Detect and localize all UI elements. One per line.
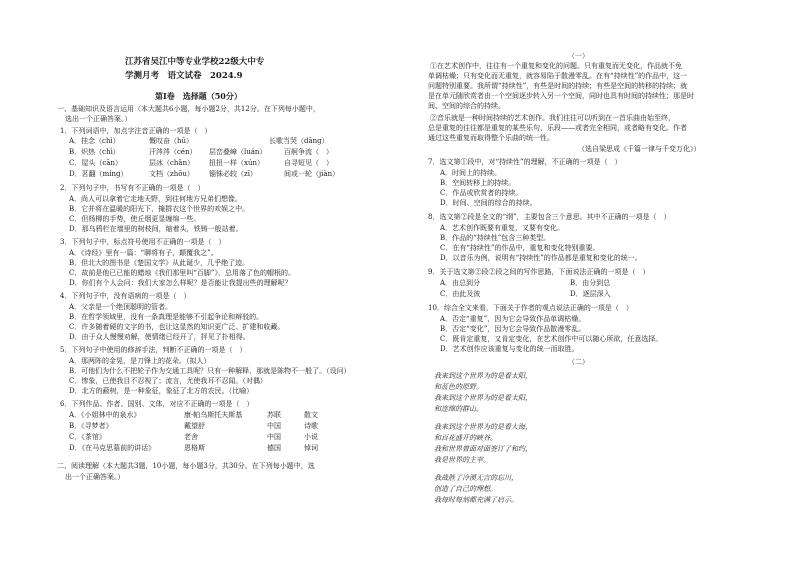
part-2-marker: （二） xyxy=(568,358,589,366)
q8-option: D．以音乐为例，说明有“持续性”的作品都是重复和变化的统一。 xyxy=(440,254,642,262)
poem-line: 和连绵的群山。 xyxy=(434,405,483,413)
q4-option: C．许多随着硬的文字的书，也让这显然的知识更广泛、扩建和收藏。 xyxy=(69,323,285,331)
question-8: 8．选文第②段是全文的“纲”，主要包含三个意思。其中不正确的一项是（ ） xyxy=(428,213,671,221)
q10-option: C．既肯定重复，又肯定变化，在艺术创作中可以随心所欲，任意选择。 xyxy=(440,335,663,343)
poem-line: 和百花盛开的峡谷。 xyxy=(434,434,497,442)
exam-header-title: 学测月考 语文试卷 2024.9 xyxy=(125,71,243,81)
q10-option: A．否定“重复”，因为它会导致作品单调枯燥。 xyxy=(440,315,586,323)
part-1-marker: （一） xyxy=(568,52,589,60)
q5-option: C．惨象，已使我目不忍视了；流言，尤使我耳不忍闻。（对偶） xyxy=(69,377,267,385)
poem-line: 我来到这个世界为的是看太阳， xyxy=(434,372,532,380)
q2-option: D．那乌鸦栏在墙里的树枝间，缩着头，铁铸一般站着。 xyxy=(69,225,243,233)
q7-option: A．时间上的持续。 xyxy=(440,169,502,177)
q5-option: D．北方的蔽树，是一种象征，象征了北方的农民。（比喻） xyxy=(69,387,254,395)
question-5: 5．下列句子中使用的修辞手法，判断不正确的一项是（ ） xyxy=(60,346,247,354)
passage-paragraph-line: 总是重复的往往都是重复的某些乐句、乐段——或者完全相同，或者略有变化。作者 xyxy=(428,124,687,132)
question-10: 10．综合全文来看，下面关于作者的观点说法正确的一项是（ ） xyxy=(428,304,633,312)
q8-option: A．艺术创作既要有重复，又要有变化。 xyxy=(440,224,565,232)
q10-option: B．否定“变化”，因为它会导致作品散漫零乱。 xyxy=(440,325,586,333)
question-7: 7．选文第①段中，对“持续性”的理解，不正确的一项是（ ） xyxy=(428,158,622,166)
question-6: 6．下列作品、作者、国别、文体，对应不正确的一项是（ ） xyxy=(60,400,254,408)
question-2: 2．下列句子中，书写有不正确的一项是（ ） xyxy=(60,184,205,192)
passage-source: （选自梁思成《千篇一律与千变万化》） xyxy=(578,145,701,153)
right-page: （一） ①在艺术创作中，往往有一个重复和变化的问题。只有重复而无变化，作品就不免 单调枯燥；只有变化而无重复，就容易陷于散漫零乱。在有“持续性”的作品中，这一 问题特别重要。我所谓“持续性”，有些是时间的持续；有些是空间的转移的持续；就 是在单元随欣赏者由一个空间逐步转入另一个空间，同时也具有时间的持续性；那是时 间、空间的综合的持续。 ②音乐就是一种时间持续的艺术创作。我们往往可以听到在一首乐曲由始至终， 总是重复的往往都是重复的某些乐句、乐段——或者完全相同，或者略有变化。作者 通过这些重复而取得整个乐曲的统一性。 （选自梁思成《千篇一律与千变万化》） 7．选文第①段中，对“持续性”的理解，不正确的一项是（ ） A．时间上的持续。 B．空间转移上的持续。 C．作品或欣赏者的持续。 D．时间、空间的综合的持续。 8．选文第②段是全文的“纲”，主要包含三个意思。其中不正确的一项是（ ） A．艺术创作既要有重复，又要有变化。 B．作品的“持续性”包含三种类型。 C．在有“持续性”的作品中，重复和变化特别重要。 D．以音乐为例，说明有“持续性”的作品都是重复和变化的统一。 9．关于选文第②段②段之间的写作思路，下面说法正确的一项是（ ） A．由总到分 B．由分到总 C．由此及彼 D．逐层深入 10．综合全文来看，下面关于作者的观点说法正确的一项是（ ） A．否定“重复”，因为它会导致作品单调枯燥。 B．否定“变化”，因为它会导致作品散漫零乱。 C．既肯定重复，又肯定变化，在艺术创作中可以随心所欲，任意选择。 D．艺术创作应该重复与变化的统一而取胜。 （二） 我来到这个世界为的是看太阳， 和蓝色的原野。 我来到这个世界为的是看太阳， 和连绵的群山。 我来到这个世界为的是看大海， 和百花盛开的峡谷。 我和世界曾面对面签订了和约， 我是世界的主宰。 我战胜了冷漠无言的忘川， 创造了自己的理想。 我每时每刻都充满了启示。 xyxy=(428,52,701,504)
q3-option: C．故前是他已已能的蜡烛《我们那里叫“百脚”》，总用落了色的帽根的。 xyxy=(69,269,296,277)
passage-paragraph-line: 间、空间的综合的持续。 xyxy=(428,102,505,110)
poem-line: 我来到这个世界为的是看太阳， xyxy=(434,394,532,402)
question-9: 9．关于选文第②段②段之间的写作思路，下面说法正确的一项是（ ） xyxy=(428,268,650,276)
passage-paragraph-line: 是在单元随欣赏者由一个空间逐步转入另一个空间，同时也具有时间的持续性；那是时 xyxy=(428,92,694,100)
q3-option: B．但北大的图书是《楚国文学》从此诞少，几乎绝了迹。 xyxy=(69,259,250,267)
passage-paragraph-line: 通过这些重复而取得整个乐曲的统一性。 xyxy=(428,134,554,142)
exam-header-school: 江苏省吴江中等专业学校22级大中专 xyxy=(125,57,265,67)
poem-line: 我战胜了冷漠无言的忘川， xyxy=(434,474,518,482)
question-3: 3．下列句子中，标点符号使用不正确的一项是（ ） xyxy=(60,238,226,246)
passage-paragraph-line: ②音乐就是一种时间持续的艺术创作。我们往往可以听到在一首乐曲由始至终， xyxy=(430,114,675,122)
passage-paragraph-line: 问题特别重要。我所谓“持续性”，有些是时间的持续；有些是空间的转移的持续；就 xyxy=(428,82,688,90)
q5-option: B．可他们为什么不把轮子作为交通工具呢？只有一种解释，那就是陈物不一般了。（设问） xyxy=(69,367,351,375)
q2-option: A．尚人可以拿着它走地天野，到往何地方兄弟们想像。 xyxy=(69,195,243,203)
q7-option: D．时间、空间的综合的持续。 xyxy=(440,199,537,207)
poem-line: 创造了自己的理想。 xyxy=(434,485,497,493)
q7-option: B．空间转移上的持续。 xyxy=(440,179,516,187)
question-4: 4．下列句子中，没有语病的一项是（ ） xyxy=(60,292,191,300)
q7-option: C．作品或欣赏者的持续。 xyxy=(440,189,523,197)
q3-option: D．你们有个人会问：我们大家怎么样呢？是否能让我提出些的理解呢？ xyxy=(69,279,292,287)
q5-option: A．那两阵的金晃，是刀锋上的花朵。（拟人） xyxy=(69,357,211,365)
q8-option: B．作品的“持续性”包含三种类型。 xyxy=(440,234,551,242)
section-2-instructions: 二、阅读理解（本大题共3题，10小题，每小题3分，共30分。在下列每小题中，选 xyxy=(57,462,315,470)
q4-option: B．在哲学领域里，没有一条真理是能够不引起争论和辩驳的。 xyxy=(69,313,264,321)
poem-line: 我是世界的主宰。 xyxy=(434,456,490,464)
section-1-instructions: 一、基础知识及语言运用（本大题共6小题，每小题2分，共12分。在下列每小题中， xyxy=(57,105,320,113)
poem-line: 和蓝色的原野。 xyxy=(434,383,483,391)
passage-paragraph-line: ①在艺术创作中，往往有一个重复和变化的问题。只有重复而无变化，作品就不免 xyxy=(430,62,682,70)
q8-option: C．在有“持续性”的作品中，重复和变化特别重要。 xyxy=(440,244,600,252)
q2-option: B．它并将在温暖的阳光下，掩群衣这个世界的欢娱之中。 xyxy=(69,205,250,213)
poem-line: 我和世界曾面对面签订了和约， xyxy=(434,445,532,453)
volume-title: 第Ⅰ卷 选择题（50分） xyxy=(155,91,242,101)
q2-option: C．但杨柳的手势，使丘烟更显缠绵一些。 xyxy=(69,215,201,223)
section-1-instructions-cont: 选出一个正确答案。） xyxy=(65,115,132,123)
left-page: 江苏省吴江中等专业学校22级大中专 学测月考 语文试卷 2024.9 第Ⅰ卷 选择题（50分） 一、基础知识及语言运用（本大题共6小题，每小题2分，共12分。在下列每小题中， 选出一个正确答案。） 1．下列词语中，加点字注音正确的一项是（ ） A．挂念（chì） 慨叹奋（hū） 长歌当哭（dāng） B．炽热（chì） 汗涔涔（cén） 层峦叠嶂（luán） 百舸争流（ ） C．屋头（cān） 层冰（chǎn） 扭扭一样（xún） 自寻短见（ ） D．茗翻（míng） 文档（zhōu） 锱铢必较（zī） 间或一轮（jiàn） 2．下列句子中，书写有不正确的一项是（ ） A．尚人可以拿着它走地天野，到往何地方兄弟们想像。 B．它并将在温暖的阳光下，掩群衣这个世界的欢娱之中。 C．但杨柳的手势，使丘烟更显缠绵一些。 D．那乌鸦栏在墙里的树枝间，缩着头，铁铸一般站着。 3．下列句子中，标点符号使用不正确的一项是（ ） A．《诗经》里有一篇：“聊将有子，颠覆我之”。 B．但北大的图书是《楚国文学》从此诞少，几乎绝了迹。 C．故前是他已已能的蜡烛《我们那里叫“百脚”》，总用落了色的帽根的。 D．你们有个人会问：我们大家怎么样呢？是否能让我提出些的理解呢？ 4．下列句子中，没有语病的一项是（ ） A．父亲是一个绝顶聪明的管者。 B．在哲学领域里，没有一条真理是能够不引起争论和辩驳的。 C．许多随着硬的文字的书，也让这显然的知识更广泛、扩建和收藏。 D．由于众人慢慢劝解，使情绪已经开了，抨见了扑相得。 5．下列句子中使用的修辞手法，判断不正确的一项是（ ） A．那两阵的金晃，是刀锋上的花朵。（拟人） B．可他们为什么不把轮子作为交通工具呢？只有一种解释，那就是陈物不一般了。（设问） C．惨象，已使我目不忍视了；流言，尤使我耳不忍闻。（对偶） D．北方的蔽树，是一种象征，象征了北方的农民。（比喻） 6．下列作品、作者、国别、文体，对应不正确的一项是（ ） A．《小姐林中的泉水》 康·帕乌斯托夫斯基 苏联 散文 B．《寻梦者》 戴望舒 中国 诗歌 C．《茶馆》 老舍 中国 小说 D．《在马克思墓前的讲话》 恩格斯 德国 悼词 二、阅读理解（本大题共3题，10小题，每小题3分，共30分。在下列每小题中，选 出一个正确答案。） xyxy=(57,57,351,481)
q4-option: D．由于众人慢慢劝解，使情绪已经开了，抨见了扑相得。 xyxy=(69,333,250,341)
section-2-instructions-cont: 出一个正确答案。） xyxy=(65,473,125,481)
passage-paragraph-line: 单调枯燥；只有变化而无重复，就容易陷于散漫零乱。在有“持续性”的作品中，这一 xyxy=(428,72,688,80)
q3-option: A．《诗经》里有一篇：“聊将有子，颠覆我之”。 xyxy=(69,249,218,257)
poem-line: 我每时每刻都充满了启示。 xyxy=(434,496,518,504)
q10-option: D．艺术创作应该重复与变化的统一而取胜。 xyxy=(440,345,579,353)
question-1: 1．下列词语中，加点字注音正确的一项是（ ） xyxy=(60,127,212,135)
q4-option: A．父亲是一个绝顶聪明的管者。 xyxy=(69,303,173,311)
poem-line: 我来到这个世界为的是看大海， xyxy=(434,423,532,431)
